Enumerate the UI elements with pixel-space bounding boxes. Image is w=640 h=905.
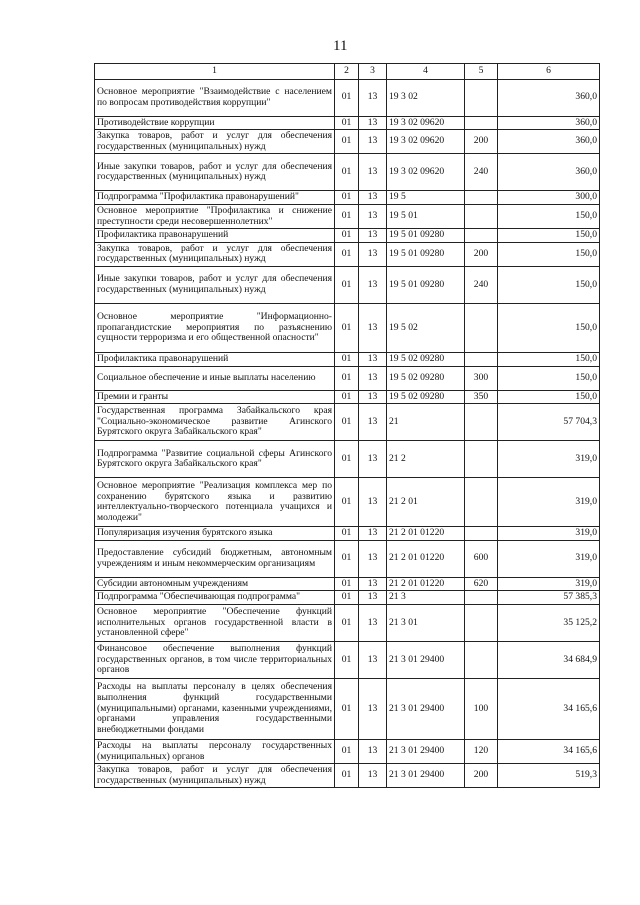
row-subsection-cell: 13 (359, 441, 387, 478)
row-subsection-cell: 13 (359, 242, 387, 266)
table-header-row (95, 64, 600, 80)
row-section-cell: 01 (335, 540, 359, 577)
row-subsection-cell: 13 (359, 604, 387, 641)
row-amount-cell: 300,0 (498, 191, 600, 205)
row-expense-type-cell: 350 (465, 390, 498, 404)
row-target-code-cell: 21 3 01 29400 (387, 678, 465, 739)
row-subsection-cell: 13 (359, 79, 387, 116)
row-target-code-cell: 21 3 01 29400 (387, 764, 465, 788)
row-expense-type-cell (465, 79, 498, 116)
row-section-cell: 01 (335, 116, 359, 130)
row-section-cell: 01 (335, 577, 359, 591)
row-target-code-cell: 21 2 01 (387, 478, 465, 527)
table-row (95, 577, 600, 591)
row-section-cell: 01 (335, 366, 359, 390)
row-amount-cell: 150,0 (498, 242, 600, 266)
row-expense-type-cell: 120 (465, 739, 498, 763)
row-section-cell: 01 (335, 191, 359, 205)
row-section-cell: 01 (335, 527, 359, 541)
row-amount-cell: 319,0 (498, 540, 600, 577)
row-name-cell: Расходы на выплаты персоналу в целях обеспечения выполнения функций государственными (муниципальными) органами, казенными учреждениями, органами управления государственными внебюджетными фондами (95, 678, 335, 739)
row-name-cell: Премии и гранты (95, 390, 335, 404)
row-amount-cell: 319,0 (498, 441, 600, 478)
row-section-cell: 01 (335, 204, 359, 228)
row-amount-cell: 150,0 (498, 390, 600, 404)
row-subsection-cell: 13 (359, 577, 387, 591)
column-header-4: 4 (387, 64, 465, 80)
row-amount-cell: 57 385,3 (498, 591, 600, 605)
table-row (95, 154, 600, 191)
row-subsection-cell: 13 (359, 678, 387, 739)
row-name-cell: Подпрограмма "Профилактика правонарушений" (95, 191, 335, 205)
row-target-code-cell: 19 5 (387, 191, 465, 205)
row-amount-cell: 150,0 (498, 303, 600, 352)
row-name-cell: Расходы на выплаты персоналу государственных (муниципальных) органов (95, 739, 335, 763)
budget-table (94, 63, 600, 788)
row-section-cell: 01 (335, 303, 359, 352)
row-expense-type-cell: 200 (465, 242, 498, 266)
row-expense-type-cell: 300 (465, 366, 498, 390)
row-target-code-cell: 21 2 01 01220 (387, 577, 465, 591)
row-amount-cell: 57 704,3 (498, 404, 600, 441)
row-target-code-cell: 21 3 01 29400 (387, 739, 465, 763)
row-name-cell: Государственная программа Забайкальского края "Социально-экономическое развитие Агинского Бурятского округа Забайкальского края" (95, 404, 335, 441)
row-expense-type-cell (465, 116, 498, 130)
row-target-code-cell: 21 3 01 (387, 604, 465, 641)
table-row (95, 116, 600, 130)
row-name-cell: Иные закупки товаров, работ и услуг для обеспечения государственных (муниципальных) нужд (95, 266, 335, 303)
row-name-cell: Основное мероприятие "Информационно-пропагандистские мероприятия по разъяснению сущности терроризма и его общественной опасности" (95, 303, 335, 352)
table-row (95, 191, 600, 205)
row-expense-type-cell (465, 641, 498, 678)
row-amount-cell: 150,0 (498, 352, 600, 366)
row-target-code-cell: 19 5 01 (387, 204, 465, 228)
row-section-cell: 01 (335, 154, 359, 191)
row-target-code-cell: 21 2 01 01220 (387, 527, 465, 541)
row-section-cell: 01 (335, 229, 359, 243)
row-name-cell: Закупка товаров, работ и услуг для обеспечения государственных (муниципальных) нужд (95, 242, 335, 266)
row-expense-type-cell (465, 604, 498, 641)
row-section-cell: 01 (335, 79, 359, 116)
table-row (95, 390, 600, 404)
row-target-code-cell: 19 3 02 09620 (387, 116, 465, 130)
row-name-cell: Субсидии автономным учреждениям (95, 577, 335, 591)
row-expense-type-cell: 600 (465, 540, 498, 577)
row-name-cell: Основное мероприятие "Взаимодействие с населением по вопросам противодействия коррупции" (95, 79, 335, 116)
column-header-6: 6 (498, 64, 600, 80)
row-subsection-cell: 13 (359, 204, 387, 228)
row-name-cell: Основное мероприятие "Профилактика и снижение преступности среди несовершеннолетних" (95, 204, 335, 228)
table-row (95, 229, 600, 243)
row-target-code-cell: 19 5 02 09280 (387, 390, 465, 404)
row-expense-type-cell (465, 591, 498, 605)
table-row (95, 303, 600, 352)
row-amount-cell: 34 165,6 (498, 678, 600, 739)
row-amount-cell: 35 125,2 (498, 604, 600, 641)
table-row (95, 366, 600, 390)
row-amount-cell: 360,0 (498, 116, 600, 130)
row-name-cell: Профилактика правонарушений (95, 352, 335, 366)
row-amount-cell: 319,0 (498, 478, 600, 527)
row-target-code-cell: 19 5 02 09280 (387, 352, 465, 366)
row-expense-type-cell (465, 527, 498, 541)
row-name-cell: Иные закупки товаров, работ и услуг для обеспечения государственных (муниципальных) нужд (95, 154, 335, 191)
row-section-cell: 01 (335, 242, 359, 266)
table-row (95, 591, 600, 605)
row-subsection-cell: 13 (359, 540, 387, 577)
row-amount-cell: 34 165,6 (498, 739, 600, 763)
row-subsection-cell: 13 (359, 266, 387, 303)
row-target-code-cell: 19 5 01 09280 (387, 266, 465, 303)
row-name-cell: Популяризация изучения бурятского языка (95, 527, 335, 541)
row-section-cell: 01 (335, 266, 359, 303)
row-target-code-cell: 21 2 01 01220 (387, 540, 465, 577)
table-row (95, 739, 600, 763)
row-expense-type-cell: 240 (465, 266, 498, 303)
row-expense-type-cell (465, 303, 498, 352)
table-row (95, 604, 600, 641)
row-target-code-cell: 21 2 (387, 441, 465, 478)
table-row (95, 130, 600, 154)
row-expense-type-cell (465, 404, 498, 441)
table-row (95, 266, 600, 303)
table-row (95, 204, 600, 228)
row-subsection-cell: 13 (359, 478, 387, 527)
row-section-cell: 01 (335, 764, 359, 788)
table-row (95, 527, 600, 541)
row-expense-type-cell: 240 (465, 154, 498, 191)
row-target-code-cell: 21 (387, 404, 465, 441)
row-section-cell: 01 (335, 591, 359, 605)
table-row (95, 641, 600, 678)
row-subsection-cell: 13 (359, 641, 387, 678)
row-subsection-cell: 13 (359, 191, 387, 205)
row-amount-cell: 360,0 (498, 154, 600, 191)
column-header-5: 5 (465, 64, 498, 80)
row-amount-cell: 34 684,9 (498, 641, 600, 678)
row-subsection-cell: 13 (359, 366, 387, 390)
row-amount-cell: 360,0 (498, 130, 600, 154)
row-expense-type-cell: 620 (465, 577, 498, 591)
table-row (95, 478, 600, 527)
column-header-2: 2 (335, 64, 359, 80)
row-expense-type-cell (465, 352, 498, 366)
row-name-cell: Предоставление субсидий бюджетным, автономным учреждениям и иным некоммерческим организациям (95, 540, 335, 577)
row-section-cell: 01 (335, 641, 359, 678)
row-subsection-cell: 13 (359, 229, 387, 243)
row-target-code-cell: 19 3 02 09620 (387, 130, 465, 154)
row-expense-type-cell (465, 441, 498, 478)
table-row (95, 242, 600, 266)
row-expense-type-cell (465, 204, 498, 228)
row-expense-type-cell (465, 191, 498, 205)
row-section-cell: 01 (335, 390, 359, 404)
row-expense-type-cell (465, 229, 498, 243)
row-target-code-cell: 19 3 02 09620 (387, 154, 465, 191)
row-amount-cell: 150,0 (498, 204, 600, 228)
row-name-cell: Противодействие коррупции (95, 116, 335, 130)
row-target-code-cell: 19 5 01 09280 (387, 229, 465, 243)
row-amount-cell: 319,0 (498, 527, 600, 541)
table-row (95, 678, 600, 739)
row-name-cell: Подпрограмма "Обеспечивающая подпрограмма" (95, 591, 335, 605)
row-amount-cell: 150,0 (498, 366, 600, 390)
row-subsection-cell: 13 (359, 130, 387, 154)
row-target-code-cell: 19 5 02 09280 (387, 366, 465, 390)
table-row (95, 352, 600, 366)
row-amount-cell: 150,0 (498, 266, 600, 303)
row-expense-type-cell: 100 (465, 678, 498, 739)
row-name-cell: Закупка товаров, работ и услуг для обеспечения государственных (муниципальных) нужд (95, 764, 335, 788)
row-subsection-cell: 13 (359, 352, 387, 366)
row-name-cell: Профилактика правонарушений (95, 229, 335, 243)
row-name-cell: Основное мероприятие "Реализация комплекса мер по сохранению бурятского языка и развитию интеллектуально-творческого потенциала учащихся и молодежи" (95, 478, 335, 527)
page-number: 11 (333, 38, 348, 54)
row-subsection-cell: 13 (359, 116, 387, 130)
table-row (95, 441, 600, 478)
table-row (95, 540, 600, 577)
row-subsection-cell: 13 (359, 404, 387, 441)
row-name-cell: Подпрограмма "Развитие социальной сферы Агинского Бурятского округа Забайкальского края" (95, 441, 335, 478)
row-section-cell: 01 (335, 678, 359, 739)
row-name-cell: Основное мероприятие "Обеспечение функций исполнительных органов государственной власти в установленной сфере" (95, 604, 335, 641)
row-section-cell: 01 (335, 352, 359, 366)
row-subsection-cell: 13 (359, 390, 387, 404)
row-amount-cell: 319,0 (498, 577, 600, 591)
row-subsection-cell: 13 (359, 591, 387, 605)
row-section-cell: 01 (335, 739, 359, 763)
row-expense-type-cell: 200 (465, 764, 498, 788)
row-name-cell: Закупка товаров, работ и услуг для обеспечения государственных (муниципальных) нужд (95, 130, 335, 154)
row-target-code-cell: 19 5 02 (387, 303, 465, 352)
row-section-cell: 01 (335, 130, 359, 154)
row-subsection-cell: 13 (359, 303, 387, 352)
table-row (95, 79, 600, 116)
row-amount-cell: 519,3 (498, 764, 600, 788)
row-target-code-cell: 19 5 01 09280 (387, 242, 465, 266)
table-row (95, 764, 600, 788)
row-section-cell: 01 (335, 478, 359, 527)
row-amount-cell: 150,0 (498, 229, 600, 243)
row-target-code-cell: 21 3 01 29400 (387, 641, 465, 678)
row-section-cell: 01 (335, 604, 359, 641)
row-subsection-cell: 13 (359, 154, 387, 191)
row-name-cell: Социальное обеспечение и иные выплаты населению (95, 366, 335, 390)
row-subsection-cell: 13 (359, 739, 387, 763)
row-subsection-cell: 13 (359, 764, 387, 788)
row-target-code-cell: 21 3 (387, 591, 465, 605)
table-row (95, 404, 600, 441)
row-amount-cell: 360,0 (498, 79, 600, 116)
row-section-cell: 01 (335, 441, 359, 478)
row-subsection-cell: 13 (359, 527, 387, 541)
row-expense-type-cell: 200 (465, 130, 498, 154)
row-section-cell: 01 (335, 404, 359, 441)
row-target-code-cell: 19 3 02 (387, 79, 465, 116)
column-header-1: 1 (95, 64, 335, 80)
row-name-cell: Финансовое обеспечение выполнения функций государственных органов, в том числе территориальных органов (95, 641, 335, 678)
row-expense-type-cell (465, 478, 498, 527)
column-header-3: 3 (359, 64, 387, 80)
